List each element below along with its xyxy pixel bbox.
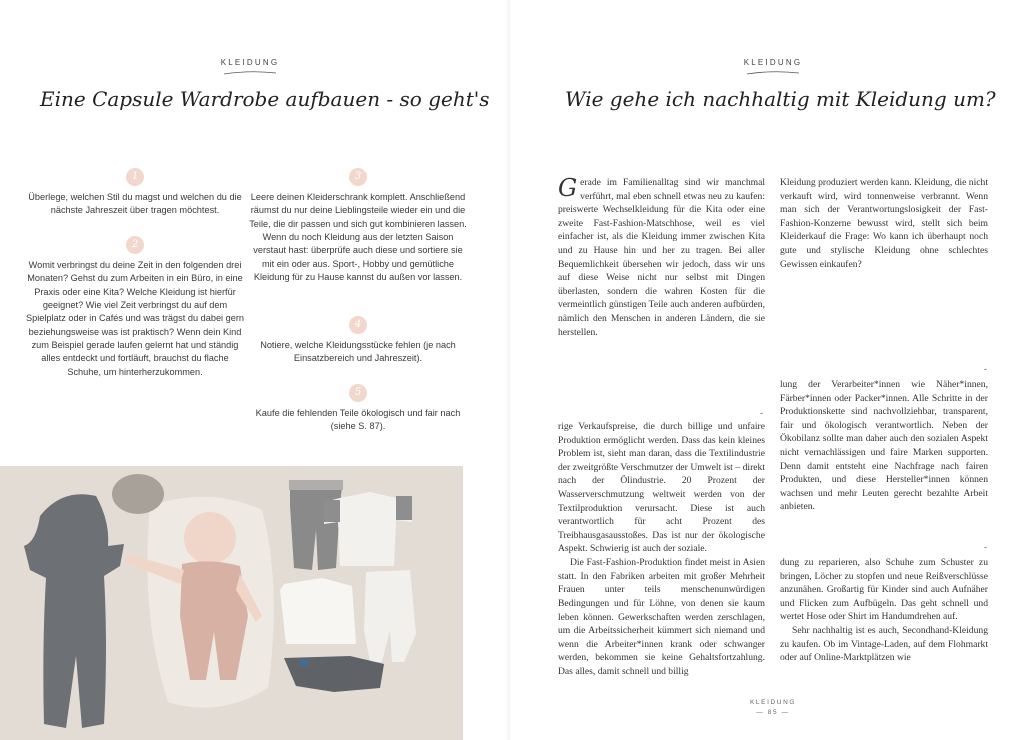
right-kicker: KLEIDUNG [743, 58, 803, 67]
page-number: — 85 — [756, 709, 790, 716]
left-kicker: KLEIDUNG [220, 58, 280, 67]
stray-hyphen-2: - [760, 408, 763, 418]
left-title: Eine Capsule Wardrobe aufbauen - so geht's [40, 87, 490, 111]
step-text-1: Überlege, welchen Stil du magst und welchen du die nächste Jahreszeit über tragen möchtest. [28, 192, 242, 216]
right-title: Wie gehe ich nachhaltig mit Kleidung um? [565, 87, 996, 111]
step-text-4: Notiere, welche Kleidungsstücke fehlen (je nach Einsatzbereich und Jahreszeit). [260, 340, 456, 364]
column-2-bottom-paragraph-2: Sehr nachhaltig ist es auch, Secondhand-Kleidung zu kaufen. Ob im Vintage-Laden, auf dem Flohmarkt oder auf Online-Marktplätzen wie [780, 625, 988, 664]
baby-clothes-illustration [0, 466, 463, 740]
page-number-value: 85 [767, 709, 779, 716]
right-kicker-swash [745, 70, 801, 76]
step-number-5: 5 [349, 384, 367, 402]
column-1-bottom-paragraph-1: rige Verkaufspreise, die durch billige und unfaire Produktion ermöglicht werden. Dass das kein kleines Problem ist, sieht man daran, dass die Textilindustrie der zweitgrößte Verschmutzer der Umwelt ist – direkt nach der Ölindustrie. 20 Prozent der Wasserverschmutzung weltweit werden von der Textilproduktion verursacht. Diese ist auch verantwortlich für acht Prozent des Treibhausgasausstoßes. Das ist nur der ökologische Aspekt. Schwierig ist auch der soziale. [558, 421, 765, 555]
column-2-top-text: Kleidung produziert werden kann. Kleidung, die nicht verkauft wird, wird tonnenweise verbrannt. Wenn man sich der Verantwortungslosigkeit der Fast-Fashion-Konzerne bewusst wird, stellt sich beim Kleiderkauf die Frage: Wo kann ich überhaupt noch gute und stylische Kleidung ohne schlechtes Gewissen einkaufen? [780, 177, 988, 270]
stray-hyphen-3: - [984, 542, 987, 552]
column-1-top-text [558, 176, 765, 339]
column-1-top-paragraph: erade im Familienalltag sind wir manchmal verführt, mal eben schnell etwas neu zu kaufen: preiswerte Wechselkleidung für die Kita oder eine zweite Fast-Fashion-Matschhose, weil es viel einfacher ist, als die Kleidung immer zwischen Kita und zu Hause hin und her zu tragen. Bei aller Bequemlichkeit übersehen wir jedoch, dass wir uns auf diese Weise nicht nur selbst mit Dingen überlasten, sondern die wahren Kosten für die vermeintlich günstigen Teile auch anderen aufbürden, nämlich den Menschen in anderen Ländern, die sie herstellen. [558, 177, 765, 338]
column-1-bottom-text [558, 420, 765, 679]
step-number-3: 3 [349, 168, 367, 186]
step-number-2: 2 [126, 236, 144, 254]
column-2-bottom-paragraph-1: dung zu reparieren, also Schuhe zum Schuster zu bringen, Löcher zu stopfen und neue Reißverschlüsse anzunähen. Großartig für Kinder sind auch Aufnäher und Flicken zum Aufbügeln. Das geht schnell und wertet Hose oder Shirt im Handumdrehen auf. [780, 557, 988, 623]
step-text-3: Leere deinen Kleiderschrank komplett. Anschließend räumst du nur deine Lieblingsteile wieder ein und die Teile, die dir passen und sich gut kombinieren lassen. Wenn du noch Kleidung aus der letzten Saison verstaut hast: überprüfe auch diese und sortiere sie mit ein oder aus. Sport-, Hobby und gemütliche Kleidung für zu Hause kannst du außen vor lassen. [249, 192, 467, 283]
drop-cap: G [558, 174, 578, 202]
step-text-2: Womit verbringst du deine Zeit in den folgenden drei Monaten? Gehst du zum Arbeiten in ein Büro, in eine Praxis oder eine Kita? Welche Kleidung ist hierfür geeignet? Wie viel Zeit verbringst du auf dem Spielplatz oder in Cafés und was trägst du dabei gern beziehungsweise was ist praktisch? Wenn dein Kind zum Beispiel gerade laufen gelernt hat und ständig alles entdeckt und fortläuft, brauchst du flache Schuhe, um hinterherzukommen. [25, 260, 245, 377]
step-number-1: 1 [126, 168, 144, 186]
stray-hyphen-1: - [984, 364, 987, 374]
step-text-5: Kaufe die fehlenden Teile ökologisch und fair nach (siehe S. 87). [255, 408, 461, 432]
right-page [510, 0, 1020, 740]
baby-clothes-photo [0, 466, 463, 740]
footer-running-head: KLEIDUNG [749, 699, 797, 706]
column-2-middle-text: lung der Verarbeiter*innen wie Näher*innen, Färber*innen oder Packer*innen. Alle Schritte in der Produktionskette sind nachvollziehbar, transparent, fair und ökologisch verantwortlich. Neben der Ökobilanz sollte man daher auch den sozialen Aspekt nicht vernachlässigen und faire Marken supporten. Denn damit entsteht eine Nachfrage nach fairen Produkten, und diese Hersteller*innen können wachsen und mehr Leuten gerecht bezahlte Arbeit anbieten. [780, 379, 988, 513]
column-1-bottom-paragraph-2: Die Fast-Fashion-Produktion findet meist in Asien statt. In den Fabriken arbeiten mit großer Mehrheit Frauen unter teils menschenunwürdigen Bedingungen und für Löhne, von denen sie kaum leben können. Gewerkschaften werden zerschlagen, um die Arbeitssicherheit kümmert sich niemand und wenn die Arbeiter*innen krank oder schwanger werden, bekommen sie keine Gehaltsfortzahlung. Das alles, damit schnell und billig [558, 557, 765, 677]
step-number-4: 4 [349, 316, 367, 334]
left-kicker-swash [222, 70, 278, 76]
column-2-bottom-text [780, 556, 988, 665]
